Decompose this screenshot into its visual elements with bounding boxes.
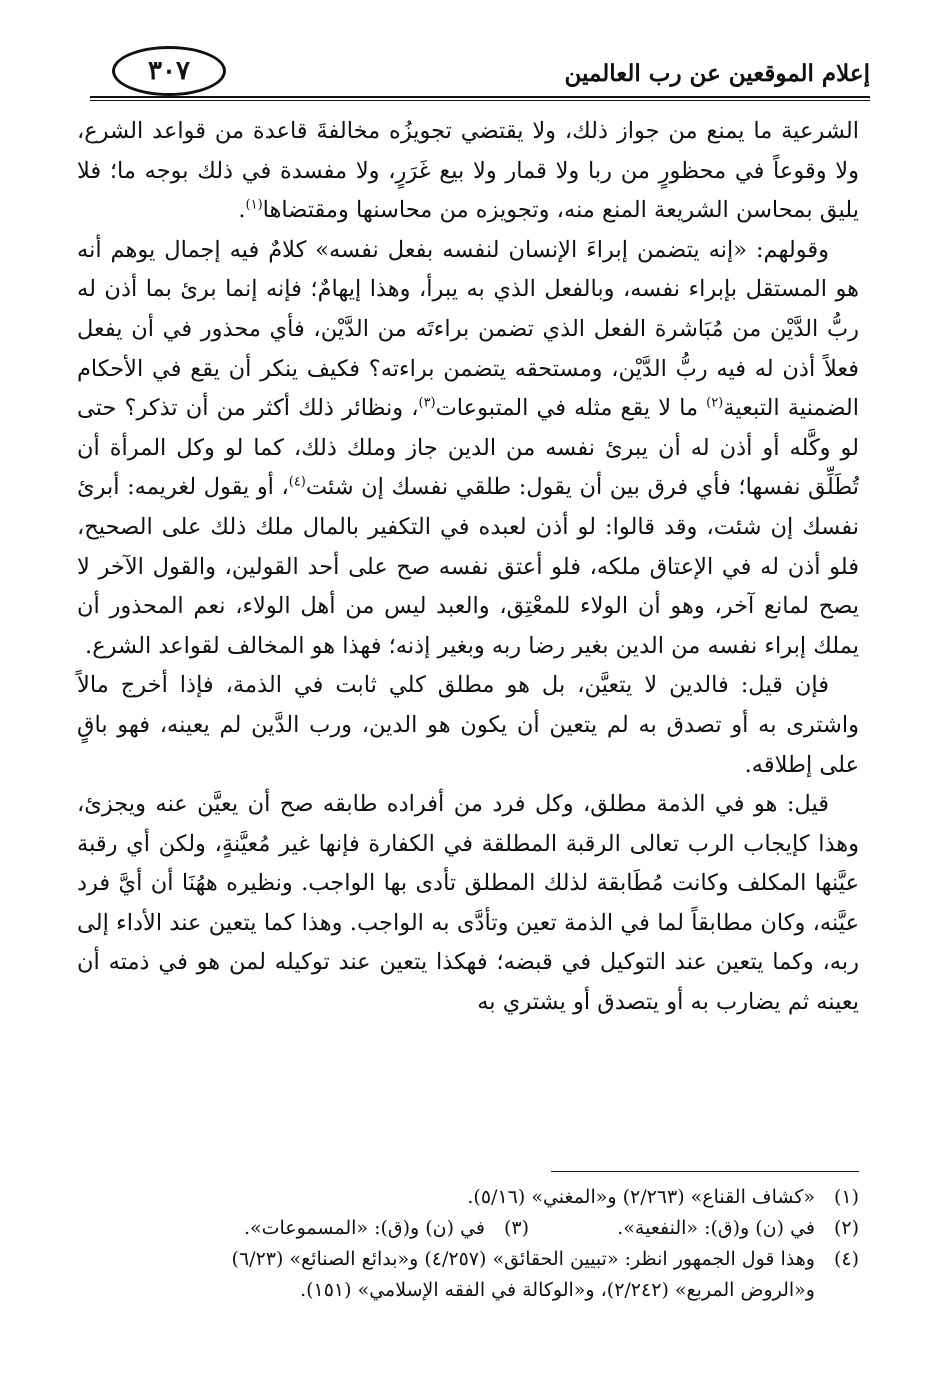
footnote-1 [77,1182,859,1213]
header-rule-thin [90,100,870,101]
footnote-text: في (ن) و(ق): «النفعية». [617,1217,815,1239]
footnote-number: (٣) [503,1217,529,1239]
footnote-number: (٤) [833,1248,859,1270]
footnote-separator [551,1171,859,1172]
paragraph-2: وقولهم: «إنه يتضمن إبراءَ الإنسان لنفسه بفعل نفسه» كلامٌ فيه إجمال يوهم أنه هو المستقل بإبراء نفسه، وبالفعل الذي به يبرأ، وهذا إيهامٌ؛ فإنه إنما برئ بما أذن له ربُّ الدَّيْن من مُبَاشرة الفعل الذي تضمن براءتَه من الدَّيْن، فأي محذور في أن يفعل فعلاً أذن له فيه ربُّ الدَّيْن، ومستحقه يتضمن براءته؟ فكيف ينكر أن يقع في الأحكام الضمنية التبعية$^{(٢)}$ ما لا يقع مثله في المتبوعات$^{(٣)}$، ونظائر ذلك أكثر من أن تذكر؟ حتى لو وكَّله أو أذن له أن يبرئ نفسه من الدين جاز وملك ذلك، كما لو وكل المرأة أن تُطَلِّق نفسها؛ فأي فرق بين أن يقول: طلقي نفسك إن شئت$^{(٤)}$، أو يقول لغريمه: أبرئ نفسك إن شئت، وقد قالوا: لو أذن لعبده في التكفير بالمال ملك ذلك على الصحيح، فلو أذن له في الإعتاق ملكه، فلو أعتق نفسه صح على أحد القولين، والقول الآخر لا يصح لمانع آخر، وهو أن الولاء للمعْتِق، والعبد ليس من أهل الولاء، نعم المحذور أن يملك إبراء نفسه من الدين بغير رضا ربه وبغير إذنه؛ فهذا هو المخالف لقواعد الشرع. [77,236,859,659]
footnote-3 [244,1213,529,1244]
main-text [77,112,859,1023]
running-title: إعلام الموقعين عن رب العالمين [564,60,870,87]
page-header [90,38,870,108]
footnote-number: (١) [833,1186,859,1208]
footnote-4 [77,1244,859,1275]
footnote-ref-4[interactable]: (٤) [288,474,306,490]
footnote-text: في (ن) و(ق): «المسموعات». [243,1217,485,1239]
footnotes [77,1182,859,1306]
footnote-text: «كشاف القناع» (٢/٢٦٣) و«المغني» (٥/١٦). [467,1186,815,1208]
footnote-2 [529,1213,859,1244]
footnote-row-2-3 [77,1213,859,1244]
page-number-badge: ٣٠٧ [112,46,226,96]
footnote-text: وهذا قول الجمهور انظر: «تبيين الحقائق» (٤/٢٥٧) و«بدائع الصنائع» (٦/٢٣) [231,1248,815,1270]
footnote-ref-3[interactable]: (٣) [418,395,436,411]
footnote-4-continuation: و«الروض المربع» (٢/٢٤٢)، و«الوكالة في الفقه الإسلامي» (١٥١). [300,1279,815,1301]
footnote-number: (٢) [833,1217,859,1239]
paragraph-1: الشرعية ما يمنع من جواز ذلك، ولا يقتضي تجويزُه مخالفةَ قاعدة من قواعد الشرع، ولا وقوعاً في محظورٍ من ربا ولا قمار ولا بيع غَرَرٍ، ولا مفسدة في ذلك بوجه ما؛ فلا يليق بمحاسن الشريعة المنع منه، وتجويزه من محاسنها ومقتضاها$^{(١)}$. [77,118,859,224]
footnote-ref-1[interactable]: (١) [245,197,263,213]
header-rule [90,96,870,98]
paragraph-4: قيل: هو في الذمة مطلق، وكل فرد من أفراده طابقه صح أن يعيَّن عنه ويجزئ، وهذا كإيجاب الرب تعالى الرقبة المطلقة في الكفارة فإنها غير مُعيَّنةٍ، ولكن أي رقبة عيَّنها المكلف وكانت مُطَابقة لذلك المطلق تأدى بها الواجب. ونظيره ههُنَا أن أيَّ فرد عيَّنه، وكان مطابقاً لما في الذمة تعين وتأدَّى به الواجب. وهذا كما يتعين عند الأداء إلى ربه، وكما يتعين عند التوكيل في قبضه؛ فهكذا يتعين عند توكيله لمن هو في ذمته أن يعينه ثم يضارب به أو يتصدق أو يشتري به [77,791,859,1016]
footnote-ref-2[interactable]: (٢) [706,395,724,411]
paragraph-3: فإن قيل: فالدين لا يتعيَّن، بل هو مطلق كلي ثابت في الذمة، فإذا أخرج مالاً واشترى به أو تصدق به لم يتعين أن يكون هو الدين، ورب الدَّين لم يعينه، فهو باقٍ على إطلاقه. [77,672,859,778]
